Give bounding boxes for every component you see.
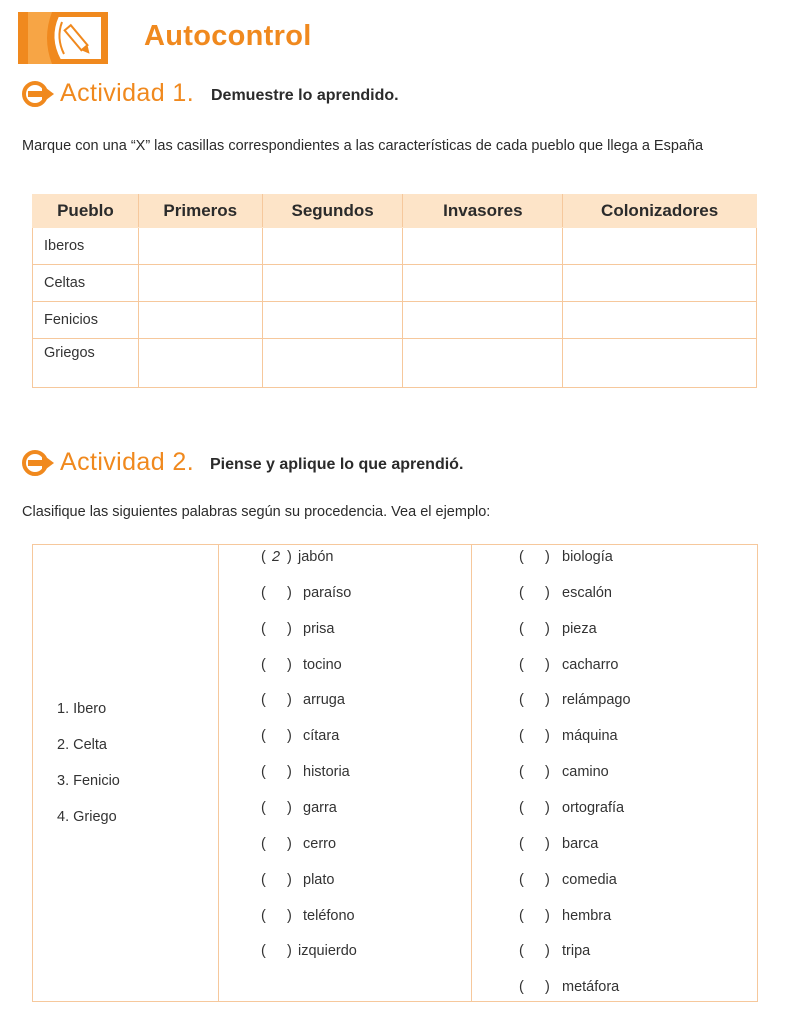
close-paren: ) [545, 943, 550, 960]
checkbox-cell[interactable] [563, 302, 757, 339]
word-label: camino [562, 764, 609, 781]
open-paren: ( [519, 549, 524, 565]
row-label: Fenicios [33, 302, 139, 339]
answer-blank[interactable]: 2 [272, 549, 281, 565]
open-paren: ( [519, 656, 524, 673]
close-paren: ) [287, 764, 292, 781]
word-label: tripa [562, 943, 591, 960]
close-paren: ) [545, 764, 550, 781]
activity1-title: Actividad 1. [60, 79, 195, 107]
word-label: historia [303, 764, 350, 781]
checkbox-cell[interactable] [262, 265, 403, 302]
word-label: garra [303, 799, 337, 816]
open-paren: ( [519, 728, 524, 745]
page-title: Autocontrol [144, 20, 312, 52]
open-paren: ( [519, 620, 524, 637]
open-paren: ( [261, 943, 266, 960]
open-paren: ( [261, 871, 266, 888]
header-primeros: Primeros [138, 195, 262, 228]
row-label: Griegos [33, 339, 139, 388]
word-label: arruga [303, 692, 345, 709]
close-paren: ) [545, 692, 550, 709]
word-label: jabón [298, 549, 334, 565]
close-paren: ) [287, 620, 292, 637]
close-paren: ) [545, 620, 550, 637]
open-paren: ( [519, 835, 524, 852]
open-paren: ( [261, 656, 266, 673]
category-ibero: 1. Ibero [57, 701, 107, 717]
header-pueblo: Pueblo [33, 195, 139, 228]
checkbox-cell[interactable] [138, 339, 262, 388]
table-row [33, 302, 757, 339]
checkbox-cell[interactable] [403, 302, 563, 339]
checkbox-cell[interactable] [138, 265, 262, 302]
checkbox-cell[interactable] [563, 228, 757, 265]
table-row [33, 339, 757, 388]
column-divider [218, 544, 219, 1002]
close-paren: ) [287, 907, 292, 924]
close-paren: ) [287, 656, 292, 673]
checkbox-cell[interactable] [138, 302, 262, 339]
word-label: prisa [303, 620, 335, 637]
word-label: cerro [303, 835, 337, 852]
checkbox-cell[interactable] [262, 228, 403, 265]
table-row [33, 228, 757, 265]
word-label: barca [562, 835, 599, 852]
word-label: biología [562, 549, 613, 565]
close-paren: ) [545, 979, 550, 996]
category-celta: 2. Celta [57, 737, 107, 753]
column-divider [471, 544, 472, 1002]
open-paren: ( [519, 907, 524, 924]
open-paren: ( [519, 764, 524, 781]
open-paren: ( [261, 692, 266, 709]
open-paren: ( [261, 907, 266, 924]
checkbox-cell[interactable] [403, 265, 563, 302]
word-label: hembra [562, 907, 612, 924]
close-paren: ) [287, 549, 292, 565]
open-paren: ( [261, 728, 266, 745]
word-label: máquina [562, 728, 618, 745]
checkbox-cell[interactable] [262, 302, 403, 339]
word-label: pieza [562, 620, 597, 637]
header-logo [18, 12, 108, 64]
close-paren: ) [545, 549, 550, 565]
activity2-instruction: Clasifique las siguientes palabras según su procedencia. Vea el ejemplo: [22, 504, 491, 520]
open-paren: ( [261, 584, 266, 601]
open-paren: ( [519, 692, 524, 709]
activity2-subtitle: Piense y aplique lo que aprendió. [210, 456, 464, 473]
checkbox-cell[interactable] [138, 228, 262, 265]
open-paren: ( [519, 584, 524, 601]
word-label: comedia [562, 871, 617, 888]
open-paren: ( [261, 549, 266, 565]
close-paren: ) [287, 943, 292, 960]
table-header-row [33, 195, 757, 228]
header-segundos: Segundos [262, 195, 403, 228]
category-fenicio: 3. Fenicio [57, 773, 120, 789]
row-label: Celtas [33, 265, 139, 302]
close-paren: ) [545, 799, 550, 816]
checkbox-cell[interactable] [563, 265, 757, 302]
close-paren: ) [545, 907, 550, 924]
open-paren: ( [519, 979, 524, 996]
activity1-instruction: Marque con una “X” las casillas correspondientes a las características de cada pueblo que llega a España [22, 138, 704, 154]
activity1-subtitle: Demuestre lo aprendido. [211, 87, 399, 104]
word-label: tocino [303, 656, 342, 673]
word-label: cítara [303, 728, 340, 745]
close-paren: ) [287, 799, 292, 816]
checkbox-cell[interactable] [403, 339, 563, 388]
close-paren: ) [545, 871, 550, 888]
pueblos-table [32, 194, 757, 388]
close-paren: ) [545, 656, 550, 673]
word-label: relámpago [562, 692, 631, 709]
word-label: plato [303, 871, 335, 888]
arrow-right-icon [22, 450, 56, 476]
word-label: cacharro [562, 656, 619, 673]
open-paren: ( [261, 835, 266, 852]
table-row [33, 265, 757, 302]
word-label: escalón [562, 584, 612, 601]
open-paren: ( [261, 764, 266, 781]
close-paren: ) [287, 835, 292, 852]
close-paren: ) [287, 728, 292, 745]
word-label: metáfora [562, 979, 620, 996]
close-paren: ) [545, 835, 550, 852]
classification-table [32, 544, 758, 1002]
header-colonizadores: Colonizadores [563, 195, 757, 228]
close-paren: ) [545, 584, 550, 601]
close-paren: ) [287, 692, 292, 709]
header-invasores: Invasores [403, 195, 563, 228]
checkbox-cell[interactable] [262, 339, 403, 388]
checkbox-cell[interactable] [403, 228, 563, 265]
word-label: paraíso [303, 584, 352, 601]
checkbox-cell[interactable] [563, 339, 757, 388]
word-label: ortografía [562, 799, 625, 816]
close-paren: ) [287, 871, 292, 888]
activity2-title: Actividad 2. [60, 448, 195, 476]
close-paren: ) [287, 584, 292, 601]
open-paren: ( [519, 943, 524, 960]
category-griego: 4. Griego [57, 809, 117, 825]
arrow-right-icon [22, 81, 56, 107]
open-paren: ( [519, 871, 524, 888]
close-paren: ) [545, 728, 550, 745]
word-label: teléfono [303, 907, 355, 924]
open-paren: ( [261, 799, 266, 816]
open-paren: ( [261, 620, 266, 637]
word-label: izquierdo [298, 943, 357, 960]
row-label: Iberos [33, 228, 139, 265]
open-paren: ( [519, 799, 524, 816]
